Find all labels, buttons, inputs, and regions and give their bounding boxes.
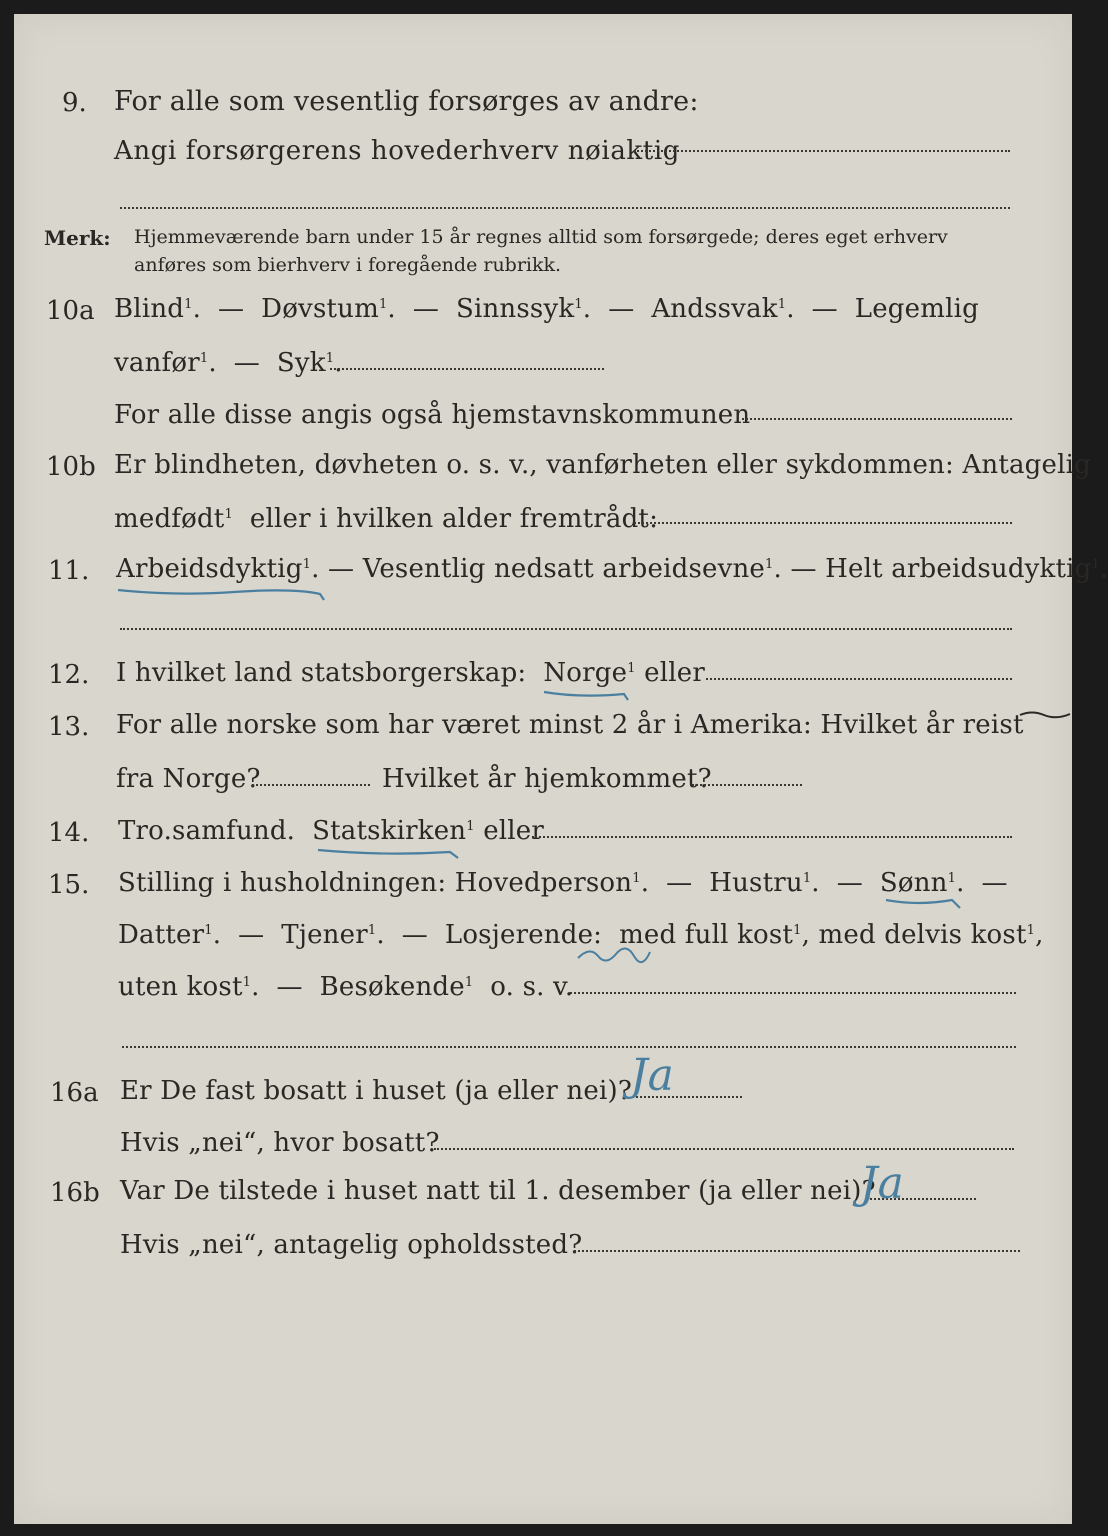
q13-reist-blank[interactable] [252,784,370,786]
footnote-mark: 1 [466,819,475,834]
q13-hjemkommet: Hvilket år hjemkommet? [382,764,712,794]
q10a-item-blind[interactable]: Blind [114,294,185,324]
merk-line2: anføres som bierhverv i foregående rubrikk. [134,254,562,276]
q10b-line1: Er blindheten, døvheten o. s. v., vanførheten eller sykdommen: Antagelig [114,450,1091,480]
q10b-alder: eller i hvilken alder fremtrådt: [249,504,659,534]
q14-label: Tro.samfund. [118,816,296,846]
q10a-item-dovstum[interactable]: Døvstum [261,294,379,324]
footnote-mark: 1 [947,871,957,886]
q10a-line2: vanfør$^1$. — Syk$^1$. [114,348,343,378]
q10a-line3: For alle disse angis også hjemstavnskommunen [114,400,751,430]
footnote-mark: 1 [302,557,312,572]
q10a-item-sinnssyk[interactable]: Sinnssyk [455,294,575,324]
question-number-14: 14. [48,818,90,848]
q12-underline-mark [540,686,640,702]
q16a-line2: Hvis „nei“, hvor bosatt? [120,1128,440,1158]
q10a-item-syk[interactable]: Syk [276,348,326,378]
footnote-mark: 1 [627,661,636,676]
question-number-15: 15. [48,870,90,900]
footnote-mark: 1 [632,871,641,886]
footnote-mark: 1 [793,923,802,938]
footnote-mark: 1 [242,975,252,990]
q11-underline-mark [114,582,344,602]
q14-line [118,818,544,844]
merk-label: Merk: [44,226,111,250]
q9-answer-blank[interactable] [634,150,1010,152]
footnote-mark: 1 [224,507,233,522]
question-number-16b: 16b [50,1178,100,1208]
q14-underline-mark [314,844,474,862]
footnote-mark: 1 [184,297,193,312]
footnote-mark: 1 [204,923,213,938]
q15-hovedperson[interactable]: Stilling i husholdningen: Hovedperson [118,868,633,898]
q11-line: Arbeidsdyktig$^1$. — Vesentlig nedsatt arbeidsevne$^1$. — Helt arbeidsudyktig$^1$. [116,554,1108,584]
footnote-mark: 1 [1026,923,1036,938]
q16b-handwritten-answer[interactable]: Ja [860,1158,904,1209]
footnote-mark: 1 [765,557,774,572]
footnote-mark: 1 [1091,557,1100,572]
q10b-line2 [114,506,658,532]
footnote-mark: 1 [574,297,583,312]
q13-line2 [116,766,261,792]
q15-full-kost[interactable]: med full kost [619,920,794,950]
q12-eller: eller [644,658,706,688]
question-number-10a: 10a [46,296,95,326]
question-number-11: 11. [48,556,90,586]
q15-answer-blank-2[interactable] [122,1046,1016,1048]
q14-statskirken[interactable]: Statskirken [312,816,467,846]
q16b-line1: Var De tilstede i huset natt til 1. desember (ja eller nei)? [120,1176,876,1206]
footnote-mark: 1 [378,297,388,312]
q15-delvis-kost[interactable]: med delvis kost [818,920,1027,950]
q10a-item-vanfor[interactable]: vanfør [114,348,200,378]
q12-label: I hvilket land statsborgerskap: [116,658,527,688]
q10a-syk-blank[interactable] [330,368,604,370]
q14-eller: eller [483,816,545,846]
q10a-item-andssvak[interactable]: Andssvak [651,294,778,324]
q10a-item-legemlig[interactable]: Legemlig [854,294,979,324]
q15-osv: o. s. v. [490,972,574,1002]
q11-answer-blank[interactable] [120,628,1012,630]
footnote-mark: 1 [325,351,335,366]
q15-losjerende[interactable]: Losjerende: [444,920,603,950]
q12-line [116,660,705,686]
q12-answer-blank[interactable] [706,678,1012,680]
q15-line2: Datter$^1$. — Tjener$^1$. — Losjerende: med full kost$^1$, med delvis kost$^1$, [118,920,1044,950]
footnote-mark: 1 [464,975,474,990]
q13-hjemkommet-blank[interactable] [692,784,802,786]
footnote-mark: 1 [199,351,209,366]
q13-pen-mark [1018,708,1072,722]
q15-hustru[interactable]: Hustru [709,868,803,898]
q11-nedsatt[interactable]: Vesentlig nedsatt arbeidsevne [362,554,766,584]
q10b-medfodt[interactable]: medfødt [114,504,225,534]
q13-fra-norge: fra Norge? [116,764,261,794]
q15-besokende[interactable]: Besøkende [319,972,465,1002]
q16b-line2: Hvis „nei“, antagelig opholdssted? [120,1230,583,1260]
q16a-line1: Er De fast bosatt i huset (ja eller nei)? [120,1076,632,1106]
question-number-10b: 10b [46,452,96,482]
q15-datter[interactable]: Datter [118,920,205,950]
q10b-answer-blank[interactable] [634,522,1012,524]
footnote-mark: 1 [777,297,787,312]
q16a-handwritten-answer[interactable]: Ja [630,1050,674,1101]
footnote-mark: 1 [802,871,812,886]
q13-line1: For alle norske som har været minst 2 år i Amerika: Hvilket år reist [116,710,1024,740]
q10a-line1: Blind$^1$. — Døvstum$^1$. — Sinnssyk$^1$. — Andssvak$^1$. — Legemlig [114,294,979,324]
q15-sonn[interactable]: Sønn [879,868,948,898]
q15-uten-kost[interactable]: uten kost [118,972,243,1002]
merk-line1: Hjemmeværende barn under 15 år regnes alltid som forsørgede; deres eget erhverv [134,226,948,248]
q15-answer-blank[interactable] [570,992,1016,994]
q11-udyktig[interactable]: Helt arbeidsudyktig [825,554,1092,584]
q15-line3: uten kost$^1$. — Besøkende$^1$ o. s. v. [118,972,574,1002]
census-form-page [14,14,1108,1524]
question-number-16a: 16a [50,1078,99,1108]
question-number-12: 12. [48,660,90,690]
q16b-opholdssted-blank[interactable] [574,1250,1020,1252]
footnote-mark: 1 [367,923,377,938]
question-number-9: 9. [62,88,87,118]
question-number-13: 13. [48,712,90,742]
q15-line1: Stilling i husholdningen: Hovedperson$^1$. — Hustru$^1$. — Sønn$^1$. — [118,868,1008,898]
q9-line2: Angi forsørgerens hovederhverv nøiaktig [114,136,680,166]
q11-arbeidsdyktig[interactable]: Arbeidsdyktig [116,554,303,584]
q10a-hjemstavn-blank[interactable] [742,418,1012,420]
q16a-bosatt-blank[interactable] [434,1148,1014,1150]
q9-answer-blank-2[interactable] [120,207,1010,209]
q14-answer-blank[interactable] [532,836,1012,838]
q15-tjener[interactable]: Tjener [281,920,368,950]
q12-norge[interactable]: Norge [543,658,628,688]
q9-line1: For alle som vesentlig forsørges av andre: [114,86,699,117]
